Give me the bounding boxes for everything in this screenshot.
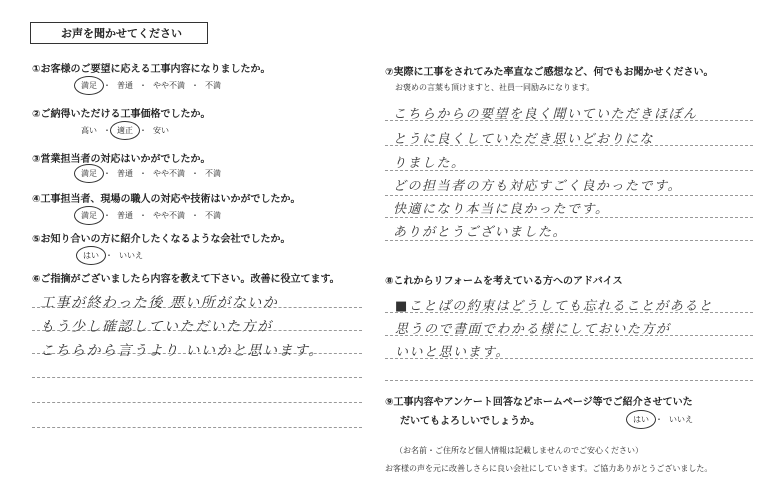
q5-option-no[interactable]: いいえ — [119, 251, 143, 260]
q9-options: はい ・ いいえ — [630, 414, 696, 425]
q7-answer-line-4: どの担当者の方も対応すごく良かったです。 — [393, 179, 682, 194]
q8-answer-line-1: ■ことばの約束はどうしても忘れることがあると — [395, 299, 714, 314]
q3-option-dissatisfied[interactable]: 不満 — [205, 169, 221, 178]
q8-answer-line-3: いいと思います。 — [395, 345, 510, 360]
q3-options: 満足 ・ 普通 ・ やや不満 ・ 不満 — [78, 168, 224, 179]
q4-option-normal[interactable]: 普通 — [117, 211, 133, 220]
q3-option-normal[interactable]: 普通 — [117, 169, 133, 178]
thanks-note: お客様の声を元に改善しさらに良い会社にしていきます。ご協力ありがとうございました。 — [385, 464, 713, 473]
q9-option-no[interactable]: いいえ — [669, 415, 693, 424]
q7-answer-line-1: こちらからの要望を良く聞いていただきほぼん — [393, 107, 698, 122]
q7-answer-line-3: りました。 — [393, 156, 466, 171]
q9-title-line-2: だいてもよろしいでしょうか。 — [400, 416, 540, 427]
q9-option-yes[interactable]: はい — [630, 414, 652, 425]
q1-option-normal[interactable]: 普通 — [117, 81, 133, 90]
q4-options: 満足 ・ 普通 ・ やや不満 ・ 不満 — [78, 210, 224, 221]
q8-title: ⑧これからリフォームを考えている方へのアドバイス — [385, 276, 623, 287]
q4-option-somewhat-dissatisfied[interactable]: やや不満 — [153, 211, 185, 220]
q8-answer-line-2: 思うので書面でわかる様にしておいた方が — [395, 322, 671, 337]
privacy-note: （お名前・ご住所など個人情報は記載しませんのでご安心ください） — [395, 446, 643, 455]
q5-options: はい ・ いいえ — [80, 250, 146, 261]
q1-option-dissatisfied[interactable]: 不満 — [205, 81, 221, 90]
q2-options: 高い ・ 適正 ・ 安い — [78, 125, 172, 136]
q3-option-satisfied[interactable]: 満足 — [78, 168, 100, 179]
page-title: お声を聞かせてください — [30, 22, 208, 44]
q1-option-satisfied[interactable]: 満足 — [78, 80, 100, 91]
q5-title: ⑤お知り合いの方に紹介したくなるような会社でしたか。 — [32, 234, 291, 245]
q4-option-satisfied[interactable]: 満足 — [78, 210, 100, 221]
q3-option-somewhat-dissatisfied[interactable]: やや不満 — [153, 169, 185, 178]
q7-title: ⑦実際に工事をされてみた率直なご感想など、何でもお聞かせください。 — [385, 67, 714, 78]
q7-answer-line-2: とうに良くしていただき思いどおりにな — [393, 132, 655, 147]
q2-option-high[interactable]: 高い — [81, 126, 97, 135]
q1-options: 満足 ・ 普通 ・ やや不満 ・ 不満 — [78, 80, 224, 91]
q7-answer-line-5: 快適になり本当に良かったです。 — [393, 202, 610, 217]
q4-option-dissatisfied[interactable]: 不満 — [205, 211, 221, 220]
q6-title: ⑥ご指摘がございましたら内容を教えて下さい。改善に役立てます。 — [32, 274, 340, 285]
q7-subtitle: お褒めの言葉も頂けますと、社員一同励みになります。 — [395, 83, 595, 92]
q6-answer-line-1: 工事が終わった後 悪い所がないか — [40, 295, 279, 311]
q6-answer-line-2: もう少し確認していただいた方が — [40, 319, 273, 335]
q9-title-line-1: ⑨工事内容やアンケート回答などホームページ等でご紹介させていた — [385, 397, 693, 408]
q2-option-fair[interactable]: 適正 — [114, 125, 136, 136]
q4-title: ④工事担当者、現場の職人の対応や技術はいかがでしたか。 — [32, 194, 301, 205]
q7-answer-line-6: ありがとうございました。 — [393, 225, 568, 240]
q1-option-somewhat-dissatisfied[interactable]: やや不満 — [153, 81, 185, 90]
q5-option-yes[interactable]: はい — [80, 250, 102, 261]
q2-title: ②ご納得いただける工事価格でしたか。 — [32, 109, 211, 120]
q1-title: ①お客様のご要望に応える工事内容になりましたか。 — [32, 64, 271, 75]
q3-title: ③営業担当者の対応はいかがでしたか。 — [32, 154, 211, 165]
q2-option-cheap[interactable]: 安い — [153, 126, 169, 135]
q6-answer-line-3: こちらから言うより いいかと思います。 — [40, 343, 324, 359]
